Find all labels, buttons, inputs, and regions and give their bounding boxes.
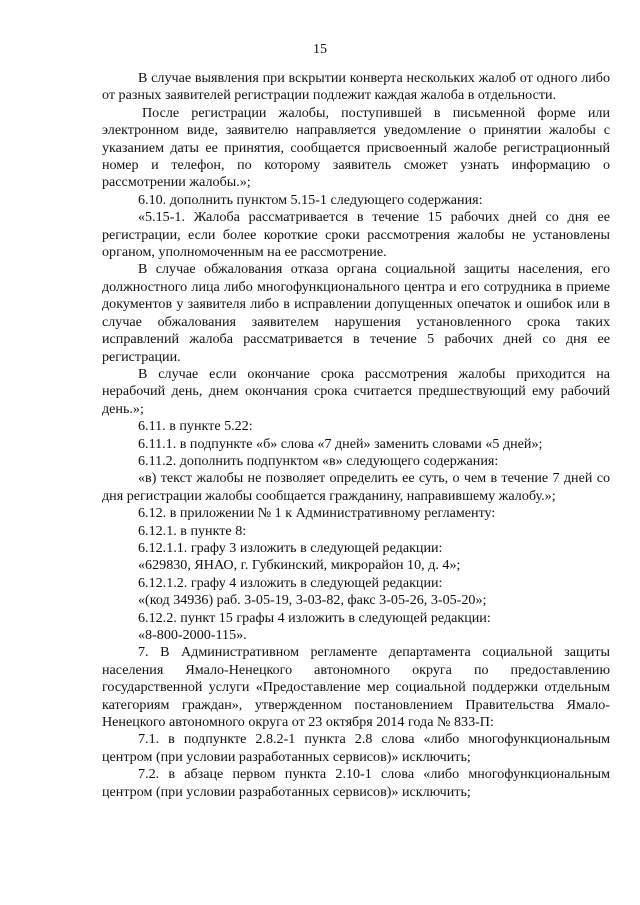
paragraph-1: В случае выявления при вскрытии конверта нескольких жалоб от одного либо от разных заявителей регистрации подлежит каждая жалоба в отдельности. bbox=[102, 70, 610, 104]
paragraph-8: 6.11.1. в подпункте «б» слова «7 дней» заменить словами «5 дней»; bbox=[138, 435, 543, 452]
paragraph-4: «5.15-1. Жалоба рассматривается в течение 15 рабочих дней со дня ее регистрации, если более короткие сроки рассмотрения жалобы не установлены органом, уполномоченным на ее рассмотрение. bbox=[102, 209, 610, 261]
paragraph-19: 7. В Административном регламенте департамента социальной защиты населения Ямало-Ненецкого автономного округа по предоставлению государственной услуги «Предоставление мер социальной поддержки отдельным категориям граждан», утвержденном постановлением Правительства Ямало-Ненецкого автономного округа от 23 октября 2014 года № 833-П: bbox=[102, 644, 610, 731]
document-body bbox=[102, 70, 610, 801]
paragraph-5: В случае обжалования отказа органа социальной защиты населения, его должностного лица либо многофункционального центра и его сотрудника в приеме документов у заявителя либо в исправлении допущенных опечаток и ошибок или в случае обжалования заявителем нарушения установленного срока таких исправлений жалоба рассматривается в течение 5 рабочих дней со дня ее регистрации. bbox=[102, 261, 610, 365]
paragraph-13: 6.12.1.1. графу 3 изложить в следующей редакции: bbox=[138, 539, 443, 556]
paragraph-21: 7.2. в абзаце первом пункта 2.10-1 слова «либо многофункциональным центром (при условии разработанных сервисов)» исключить; bbox=[102, 766, 610, 800]
page-number: 15 bbox=[313, 42, 327, 57]
paragraph-10: «в) текст жалобы не позволяет определить ее суть, о чем в течение 7 дней со дня регистрации жалобы сообщается гражданину, направившему жалобу.»; bbox=[102, 470, 610, 504]
paragraph-6: В случае если окончание срока рассмотрения жалобы приходится на нерабочий день, днем окончания срока считается предшествующий ему рабочий день.»; bbox=[102, 365, 610, 417]
paragraph-14: «629830, ЯНАО, г. Губкинский, микрорайон 10, д. 4»; bbox=[138, 557, 461, 574]
paragraph-15: 6.12.1.2. графу 4 изложить в следующей редакции: bbox=[138, 574, 443, 591]
paragraph-12: 6.12.1. в пункте 8: bbox=[138, 522, 247, 539]
paragraph-18: «8-800-2000-115». bbox=[138, 627, 247, 643]
paragraph-20: 7.1. в подпункте 2.8.2-1 пункта 2.8 слова «либо многофункциональным центром (при условии разработанных сервисов)» исключить; bbox=[102, 731, 610, 765]
paragraph-17: 6.12.2. пункт 15 графы 4 изложить в следующей редакции: bbox=[138, 609, 491, 626]
paragraph-7: 6.11. в пункте 5.22: bbox=[138, 418, 253, 435]
paragraph-3: 6.10. дополнить пунктом 5.15-1 следующего содержания: bbox=[138, 191, 483, 208]
paragraph-11: 6.12. в приложении № 1 к Административному регламенту: bbox=[138, 505, 496, 522]
paragraph-2: После регистрации жалобы, поступившей в письменной форме или электронном виде, заявителю направляется уведомление о принятии жалобы с указанием даты ее принятия, сообщается присвоенный жалобе регистрационный номер и телефон, по которому заявитель сможет узнать информацию о рассмотрении жалобы.»; bbox=[102, 104, 610, 191]
paragraph-16: «(код 34936) раб. 3-05-19, 3-03-82, факс 3-05-26, 3-05-20»; bbox=[138, 592, 487, 609]
paragraph-9: 6.11.2. дополнить подпунктом «в» следующего содержания: bbox=[138, 452, 499, 469]
